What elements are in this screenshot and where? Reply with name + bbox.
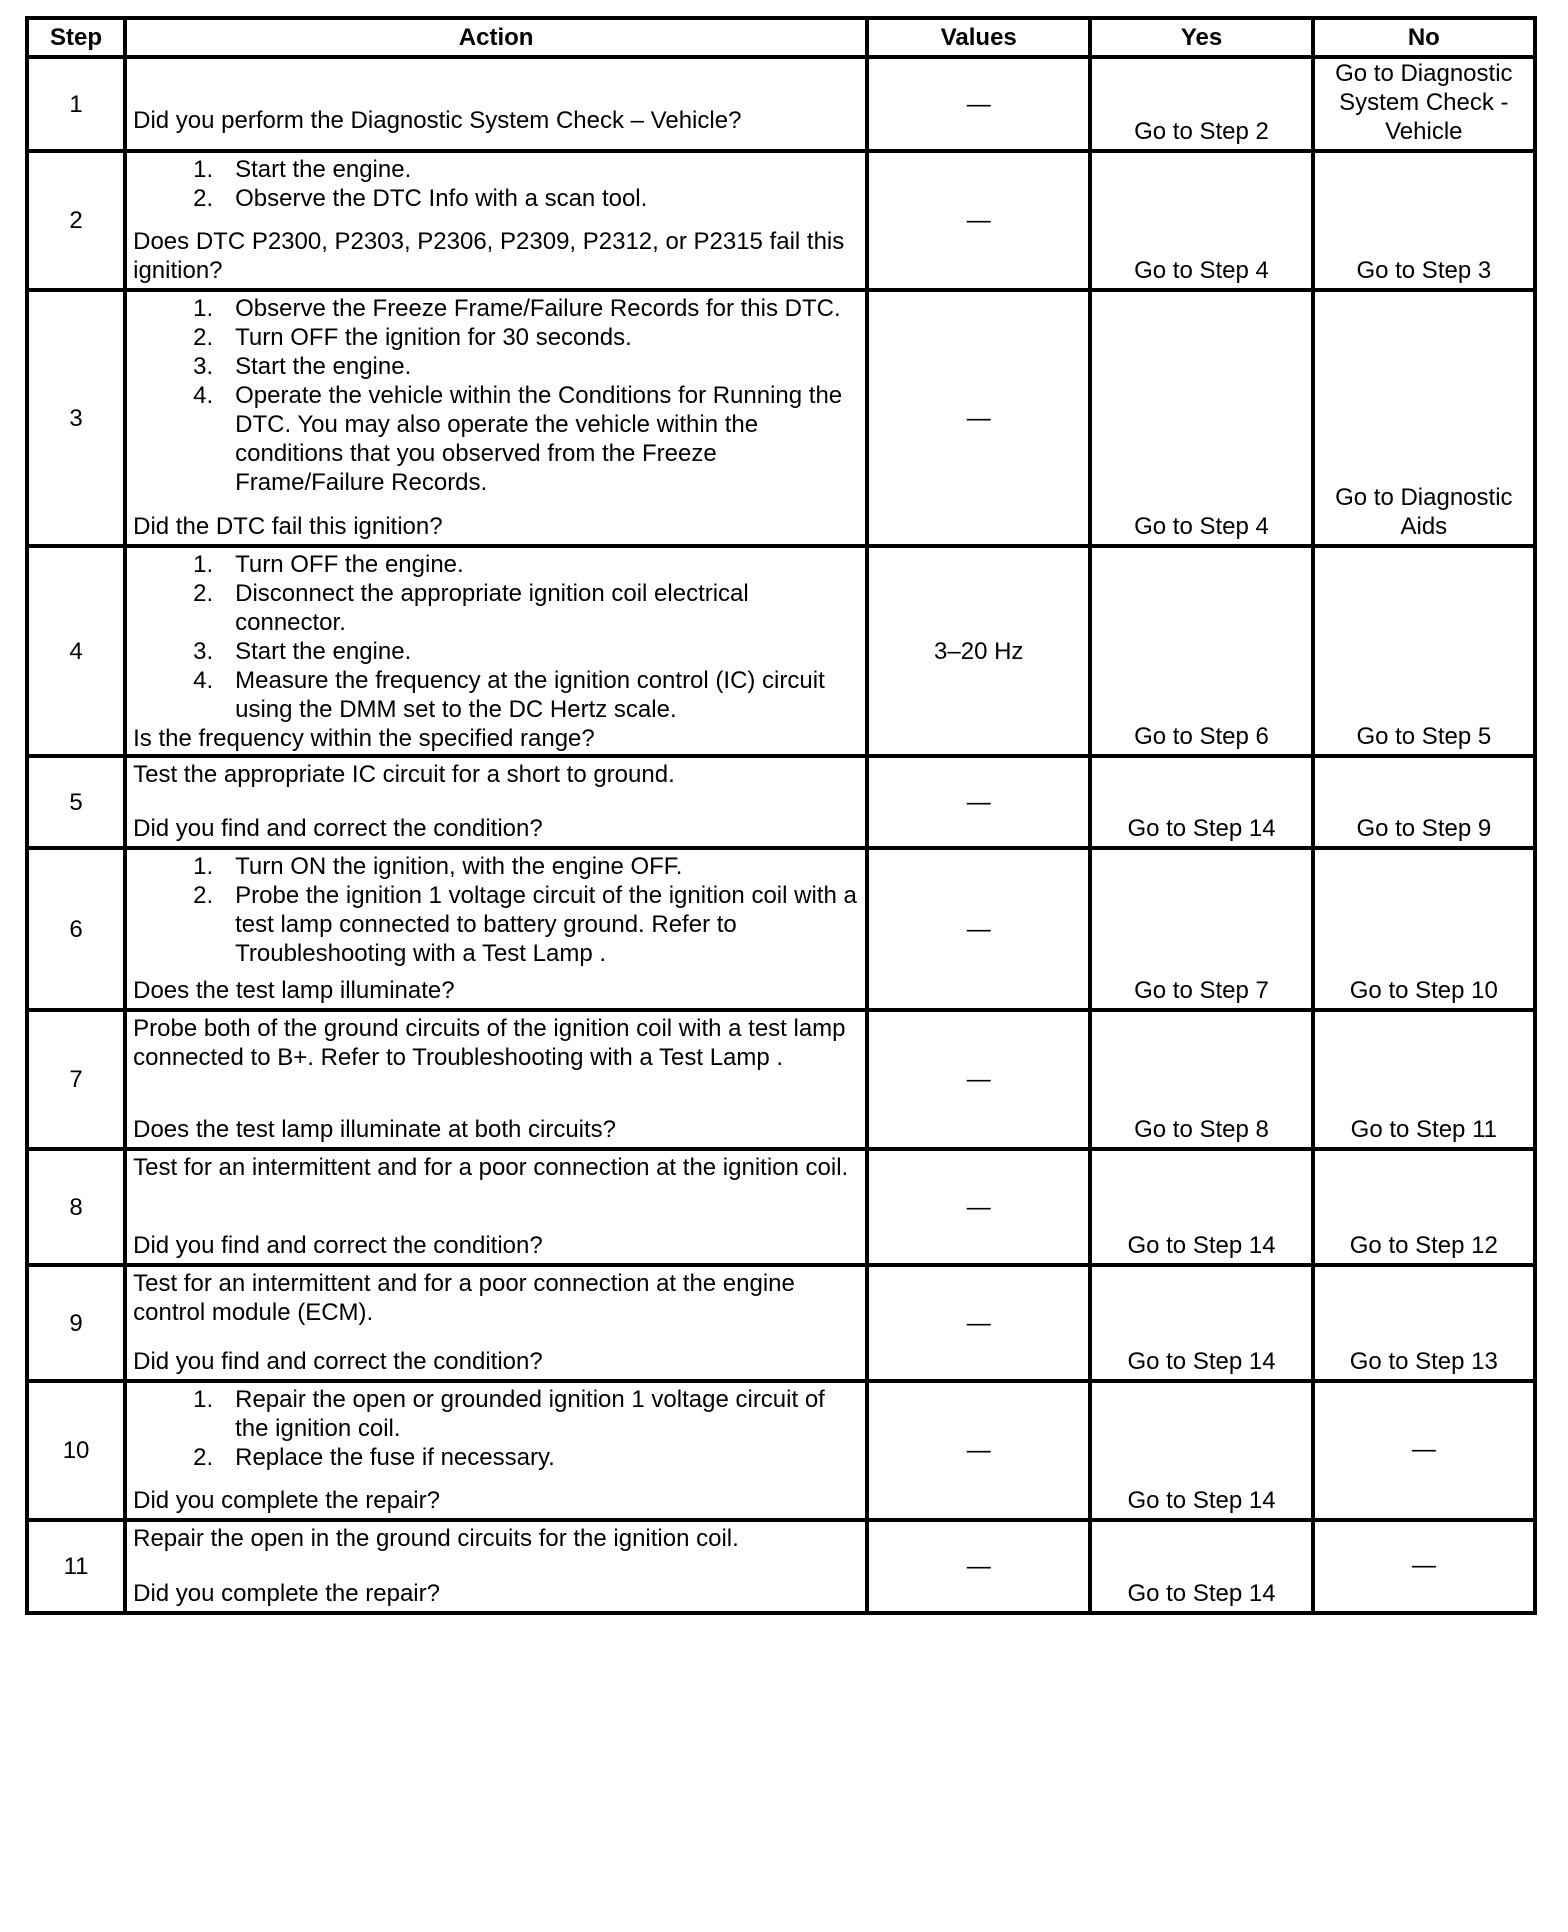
yes-cell: Go to Step 6 xyxy=(1090,546,1312,756)
list-item-text: Operate the vehicle within the Conditions for Running the DTC. You may also operate the vehicle within the conditions that you observed from the Freeze Frame/Failure Records. xyxy=(235,382,843,496)
values-cell: — xyxy=(867,756,1090,848)
action-instruction: Test for an intermittent and for a poor connection at the ignition coil. xyxy=(133,1154,849,1181)
values-cell: — xyxy=(867,1520,1090,1613)
header-row xyxy=(27,18,1535,57)
action-list-item xyxy=(193,1385,859,1443)
no-cell: — xyxy=(1313,1381,1535,1520)
yes-cell: Go to Step 14 xyxy=(1090,1149,1312,1265)
table-row xyxy=(27,1010,1535,1149)
action-cell xyxy=(125,546,867,756)
table-row xyxy=(27,1265,1535,1381)
yes-cell: Go to Step 8 xyxy=(1090,1010,1312,1149)
no-cell: Go to Diagnostic Aids xyxy=(1313,290,1535,546)
action-list-item xyxy=(193,352,859,381)
list-item-number: 2. xyxy=(193,882,214,909)
list-item-number: 2. xyxy=(193,324,214,351)
action-list-item xyxy=(193,1443,859,1472)
action-cell xyxy=(125,57,867,151)
action-cell xyxy=(125,290,867,546)
list-item-text: Measure the frequency at the ignition control (IC) circuit using the DMM set to the DC Hertz scale. xyxy=(235,667,825,723)
action-question: Did you find and correct the condition? xyxy=(133,1348,543,1375)
step-number: 4 xyxy=(27,546,125,756)
list-item-text: Turn OFF the engine. xyxy=(235,551,464,578)
list-item-number: 1. xyxy=(193,551,214,578)
list-item-number: 3. xyxy=(193,353,214,380)
list-item-number: 1. xyxy=(193,156,214,183)
action-question: Does DTC P2300, P2303, P2306, P2309, P2312, or P2315 fail this ignition? xyxy=(133,228,845,284)
action-list-item xyxy=(193,852,859,881)
action-cell xyxy=(125,848,867,1010)
action-step-list xyxy=(133,155,859,213)
yes-cell: Go to Step 2 xyxy=(1090,57,1312,151)
action-list-item xyxy=(193,881,859,968)
list-item-text: Observe the Freeze Frame/Failure Records for this DTC. xyxy=(235,295,841,322)
no-cell: Go to Step 13 xyxy=(1313,1265,1535,1381)
action-list-item xyxy=(193,381,859,497)
action-question: Did you perform the Diagnostic System Check – Vehicle? xyxy=(133,107,742,134)
header-yes: Yes xyxy=(1090,18,1312,57)
step-number: 6 xyxy=(27,848,125,1010)
action-instruction: Test the appropriate IC circuit for a short to ground. xyxy=(133,761,675,788)
list-item-text: Turn ON the ignition, with the engine OFF. xyxy=(235,853,683,880)
step-number: 7 xyxy=(27,1010,125,1149)
no-cell: Go to Step 11 xyxy=(1313,1010,1535,1149)
no-cell: Go to Step 5 xyxy=(1313,546,1535,756)
action-question: Does the test lamp illuminate? xyxy=(133,977,455,1004)
no-cell: Go to Step 3 xyxy=(1313,151,1535,290)
header-action: Action xyxy=(125,18,867,57)
header-step: Step xyxy=(27,18,125,57)
header-values: Values xyxy=(867,18,1090,57)
yes-cell: Go to Step 14 xyxy=(1090,1265,1312,1381)
list-item-number: 1. xyxy=(193,853,214,880)
list-item-text: Replace the fuse if necessary. xyxy=(235,1444,555,1471)
action-list-item xyxy=(193,323,859,352)
action-question: Did you find and correct the condition? xyxy=(133,815,543,842)
action-cell xyxy=(125,1149,867,1265)
table-row xyxy=(27,1381,1535,1520)
yes-cell: Go to Step 14 xyxy=(1090,756,1312,848)
values-cell: — xyxy=(867,151,1090,290)
action-list-item xyxy=(193,666,859,724)
list-item-number: 1. xyxy=(193,295,214,322)
action-list-item xyxy=(193,294,859,323)
diagnostic-table xyxy=(25,16,1537,1615)
step-number: 5 xyxy=(27,756,125,848)
action-cell xyxy=(125,1265,867,1381)
action-step-list xyxy=(133,294,859,497)
step-number: 9 xyxy=(27,1265,125,1381)
values-cell: — xyxy=(867,1265,1090,1381)
table-row xyxy=(27,546,1535,756)
step-number: 10 xyxy=(27,1381,125,1520)
step-number: 3 xyxy=(27,290,125,546)
table-row xyxy=(27,290,1535,546)
list-item-number: 1. xyxy=(193,1386,214,1413)
table-row xyxy=(27,1149,1535,1265)
values-cell: — xyxy=(867,290,1090,546)
action-instruction: Test for an intermittent and for a poor connection at the engine control module (ECM). xyxy=(133,1270,795,1326)
action-step-list xyxy=(133,1385,859,1472)
values-cell: — xyxy=(867,1010,1090,1149)
action-cell xyxy=(125,1010,867,1149)
yes-cell: Go to Step 7 xyxy=(1090,848,1312,1010)
table-row xyxy=(27,756,1535,848)
step-number: 1 xyxy=(27,57,125,151)
no-cell: — xyxy=(1313,1520,1535,1613)
table-row xyxy=(27,57,1535,151)
list-item-text: Repair the open or grounded ignition 1 voltage circuit of the ignition coil. xyxy=(235,1386,825,1442)
table-row xyxy=(27,848,1535,1010)
action-list-item xyxy=(193,637,859,666)
yes-cell: Go to Step 4 xyxy=(1090,151,1312,290)
values-cell: — xyxy=(867,1381,1090,1520)
action-step-list xyxy=(133,550,859,724)
action-question: Did you find and correct the condition? xyxy=(133,1232,543,1259)
list-item-text: Disconnect the appropriate ignition coil electrical connector. xyxy=(235,580,749,636)
table-row xyxy=(27,151,1535,290)
action-list-item xyxy=(193,550,859,579)
action-question: Did the DTC fail this ignition? xyxy=(133,513,443,540)
values-cell: — xyxy=(867,57,1090,151)
list-item-number: 2. xyxy=(193,185,214,212)
step-number: 11 xyxy=(27,1520,125,1613)
values-cell: — xyxy=(867,1149,1090,1265)
header-no: No xyxy=(1313,18,1535,57)
no-cell: Go to Diagnostic System Check - Vehicle xyxy=(1313,57,1535,151)
table-body xyxy=(27,57,1535,1613)
list-item-number: 4. xyxy=(193,382,214,409)
action-list-item xyxy=(193,579,859,637)
values-cell: 3–20 Hz xyxy=(867,546,1090,756)
step-number: 8 xyxy=(27,1149,125,1265)
no-cell: Go to Step 12 xyxy=(1313,1149,1535,1265)
action-question: Did you complete the repair? xyxy=(133,1580,440,1607)
no-cell: Go to Step 9 xyxy=(1313,756,1535,848)
step-number: 2 xyxy=(27,151,125,290)
values-cell: — xyxy=(867,848,1090,1010)
action-question: Does the test lamp illuminate at both circuits? xyxy=(133,1116,617,1143)
list-item-text: Turn OFF the ignition for 30 seconds. xyxy=(235,324,632,351)
table-row xyxy=(27,1520,1535,1613)
list-item-text: Start the engine. xyxy=(235,638,412,665)
action-step-list xyxy=(133,852,859,968)
action-instruction: Probe both of the ground circuits of the ignition coil with a test lamp connected to B+. Refer to Troubleshooting with a Test Lamp . xyxy=(133,1015,846,1071)
action-cell xyxy=(125,756,867,848)
list-item-text: Start the engine. xyxy=(235,156,412,183)
action-cell xyxy=(125,1520,867,1613)
no-cell: Go to Step 10 xyxy=(1313,848,1535,1010)
action-cell xyxy=(125,151,867,290)
action-question: Did you complete the repair? xyxy=(133,1487,440,1514)
list-item-number: 2. xyxy=(193,1444,214,1471)
action-cell xyxy=(125,1381,867,1520)
action-question: Is the frequency within the specified range? xyxy=(133,725,595,752)
action-instruction: Repair the open in the ground circuits for the ignition coil. xyxy=(133,1525,739,1552)
list-item-text: Start the engine. xyxy=(235,353,412,380)
action-list-item xyxy=(193,155,859,184)
list-item-text: Observe the DTC Info with a scan tool. xyxy=(235,185,648,212)
yes-cell: Go to Step 4 xyxy=(1090,290,1312,546)
list-item-number: 3. xyxy=(193,638,214,665)
list-item-text: Probe the ignition 1 voltage circuit of the ignition coil with a test lamp connected to battery ground. Refer to Troubleshooting with a Test Lamp . xyxy=(235,882,857,967)
list-item-number: 4. xyxy=(193,667,214,694)
action-list-item xyxy=(193,184,859,213)
list-item-number: 2. xyxy=(193,580,214,607)
yes-cell: Go to Step 14 xyxy=(1090,1520,1312,1613)
yes-cell: Go to Step 14 xyxy=(1090,1381,1312,1520)
